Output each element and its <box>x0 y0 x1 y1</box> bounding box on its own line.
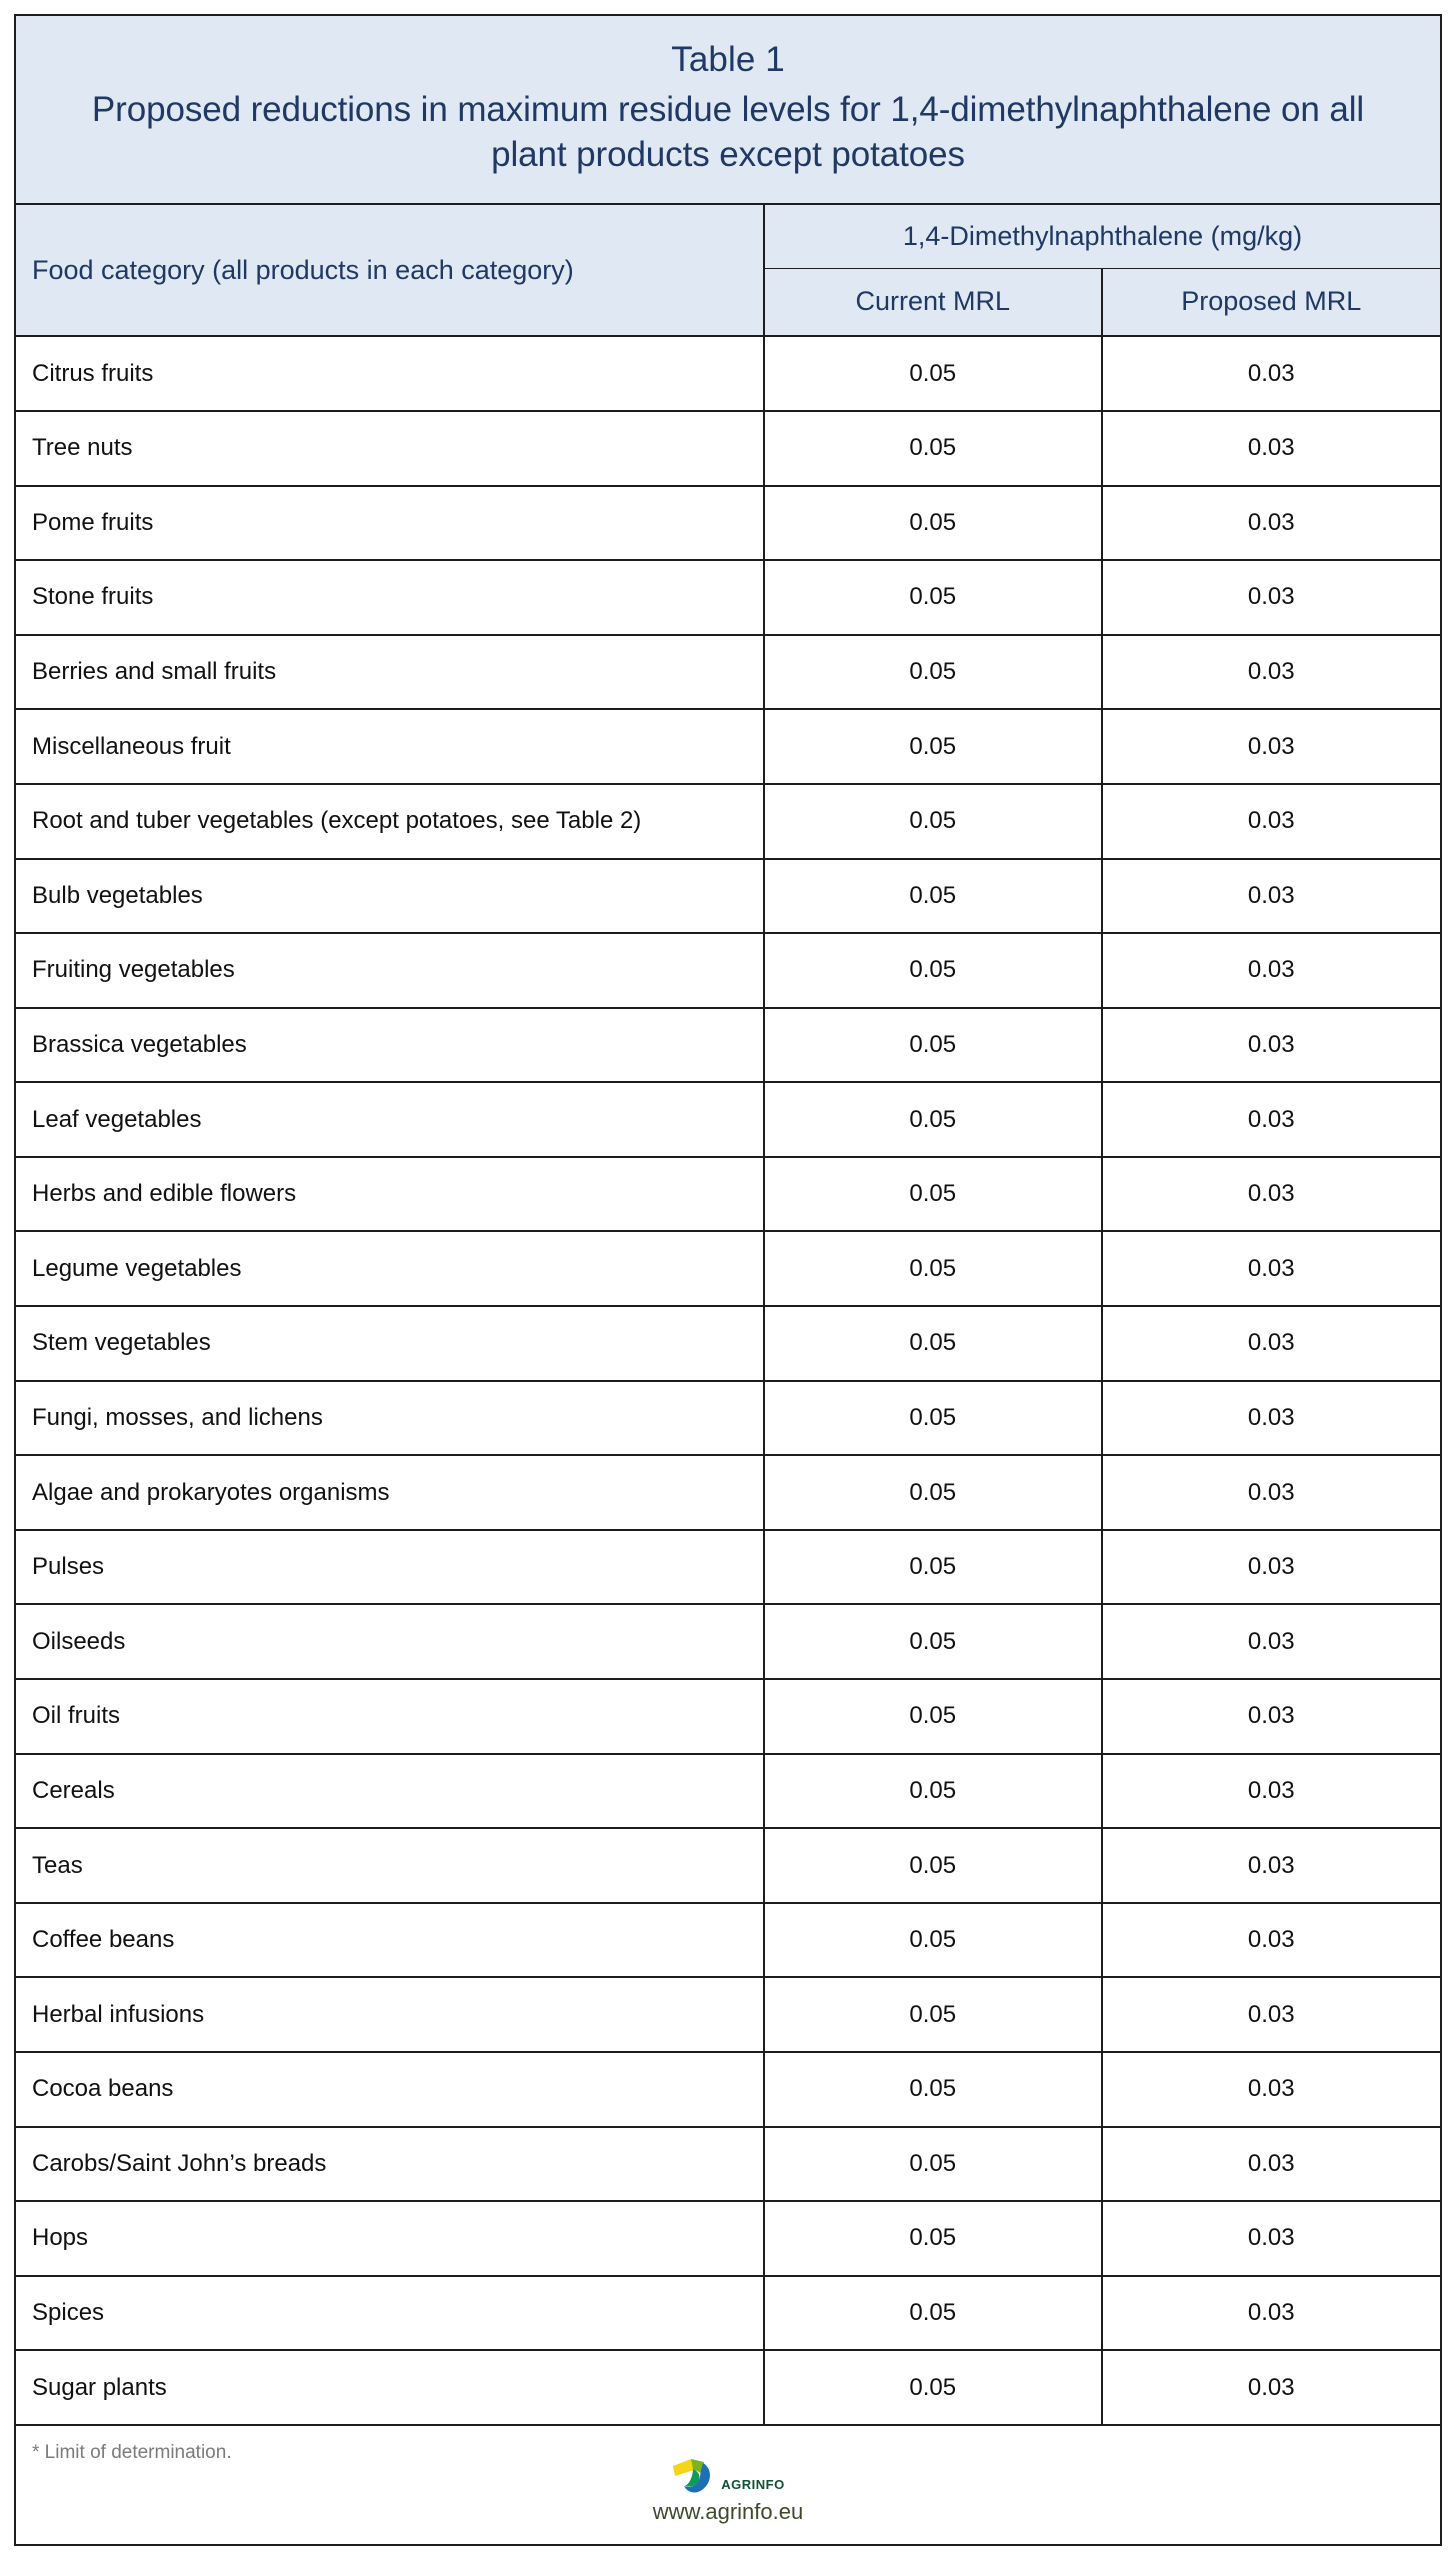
cell-proposed-mrl: 0.03 <box>1247 807 1295 835</box>
cell-current-mrl: 0.05 <box>765 1531 1102 1604</box>
table-row <box>16 934 1440 1009</box>
cell-current-mrl: 0.05 <box>765 1382 1102 1455</box>
header-cell-compound: 1,4-Dimethylnaphthalene (mg/kg) <box>765 205 1440 269</box>
header-cell-current-mrl: Current MRL <box>765 269 1102 335</box>
table-row <box>16 1083 1440 1158</box>
cell-proposed-mrl: 0.03 <box>1247 1180 1295 1208</box>
cell-proposed-mrl: 0.03 <box>1247 881 1295 909</box>
cell-food-category: Legume vegetables <box>16 1232 765 1305</box>
header-cell-food-category: Food category (all products in each category) <box>16 205 765 335</box>
cell-food-category: Herbal infusions <box>16 1978 765 2051</box>
cell-proposed-mrl: 0.03 <box>1247 2373 1295 2401</box>
cell-food-category: Spices <box>16 2277 765 2350</box>
cell-current-mrl: 0.05 <box>765 2351 1102 2424</box>
table-row <box>16 1605 1440 1680</box>
footnote-text: * Limit of determination. <box>32 2442 232 2463</box>
cell-current-mrl: 0.05 <box>765 1755 1102 1828</box>
table-row <box>16 1755 1440 1830</box>
cell-proposed-mrl: 0.03 <box>1247 1254 1295 1282</box>
table-body <box>16 337 1440 2426</box>
table-row <box>16 1531 1440 1606</box>
cell-current-mrl: 0.05 <box>765 710 1102 783</box>
table-row <box>16 1232 1440 1307</box>
table-row <box>16 1382 1440 1457</box>
cell-food-category: Oil fruits <box>16 1680 765 1753</box>
table-row <box>16 1904 1440 1979</box>
cell-current-mrl: 0.05 <box>765 487 1102 560</box>
cell-food-category: Leaf vegetables <box>16 1083 765 1156</box>
table-title-block <box>16 16 1440 205</box>
cell-proposed-mrl: 0.03 <box>1247 1702 1295 1730</box>
cell-food-category: Miscellaneous fruit <box>16 710 765 783</box>
cell-current-mrl: 0.05 <box>765 1456 1102 1529</box>
cell-proposed-mrl: 0.03 <box>1247 434 1295 462</box>
cell-current-mrl: 0.05 <box>765 1158 1102 1231</box>
cell-proposed-mrl: 0.03 <box>1247 2149 1295 2177</box>
cell-proposed-mrl: 0.03 <box>1247 583 1295 611</box>
cell-current-mrl: 0.05 <box>765 1829 1102 1902</box>
cell-proposed-mrl: 0.03 <box>1247 1926 1295 1954</box>
cell-food-category: Carobs/Saint John’s breads <box>16 2128 765 2201</box>
header-cell-proposed-mrl: Proposed MRL <box>1103 269 1440 335</box>
cell-proposed-mrl: 0.03 <box>1247 508 1295 536</box>
table-footer <box>16 2426 1440 2544</box>
table-row <box>16 2053 1440 2128</box>
table-row <box>16 1829 1440 1904</box>
cell-food-category: Citrus fruits <box>16 337 765 410</box>
cell-current-mrl: 0.05 <box>765 2053 1102 2126</box>
table-row <box>16 2351 1440 2426</box>
table-row <box>16 1307 1440 1382</box>
cell-proposed-mrl: 0.03 <box>1247 1627 1295 1655</box>
table-row <box>16 1158 1440 1233</box>
cell-food-category: Fruiting vegetables <box>16 934 765 1007</box>
table-row <box>16 1456 1440 1531</box>
table-row <box>16 1009 1440 1084</box>
cell-proposed-mrl: 0.03 <box>1247 1776 1295 1804</box>
cell-proposed-mrl: 0.03 <box>1247 1329 1295 1357</box>
cell-current-mrl: 0.05 <box>765 1009 1102 1082</box>
cell-proposed-mrl: 0.03 <box>1247 956 1295 984</box>
cell-food-category: Berries and small fruits <box>16 636 765 709</box>
header-subrow <box>765 269 1440 335</box>
brand-block <box>16 2458 1440 2525</box>
cell-current-mrl: 0.05 <box>765 1307 1102 1380</box>
table-row <box>16 710 1440 785</box>
table-header <box>16 205 1440 337</box>
cell-current-mrl: 0.05 <box>765 2277 1102 2350</box>
cell-proposed-mrl: 0.03 <box>1247 1553 1295 1581</box>
cell-food-category: Cocoa beans <box>16 2053 765 2126</box>
cell-proposed-mrl: 0.03 <box>1247 1478 1295 1506</box>
table-row <box>16 1680 1440 1755</box>
mrl-table <box>14 14 1442 2546</box>
cell-proposed-mrl: 0.03 <box>1247 732 1295 760</box>
cell-current-mrl: 0.05 <box>765 1978 1102 2051</box>
cell-proposed-mrl: 0.03 <box>1247 2299 1295 2327</box>
cell-proposed-mrl: 0.03 <box>1247 2075 1295 2103</box>
cell-food-category: Pulses <box>16 1531 765 1604</box>
header-group-compound <box>765 205 1440 335</box>
cell-current-mrl: 0.05 <box>765 412 1102 485</box>
cell-food-category: Algae and prokaryotes organisms <box>16 1456 765 1529</box>
table-header-row <box>16 205 1440 335</box>
table-row <box>16 1978 1440 2053</box>
cell-proposed-mrl: 0.03 <box>1247 1030 1295 1058</box>
cell-food-category: Cereals <box>16 1755 765 1828</box>
cell-proposed-mrl: 0.03 <box>1247 1851 1295 1879</box>
table-row <box>16 785 1440 860</box>
cell-proposed-mrl: 0.03 <box>1247 658 1295 686</box>
cell-proposed-mrl: 0.03 <box>1247 1403 1295 1431</box>
cell-current-mrl: 0.05 <box>765 1083 1102 1156</box>
cell-proposed-mrl: 0.03 <box>1247 2000 1295 2028</box>
cell-food-category: Pome fruits <box>16 487 765 560</box>
cell-food-category: Coffee beans <box>16 1904 765 1977</box>
cell-food-category: Tree nuts <box>16 412 765 485</box>
cell-current-mrl: 0.05 <box>765 561 1102 634</box>
cell-food-category: Hops <box>16 2202 765 2275</box>
table-title-description: Proposed reductions in maximum residue levels for 1,4-dimethylnaphthalene on all plant products except potatoes <box>91 89 1365 174</box>
cell-food-category: Bulb vegetables <box>16 860 765 933</box>
cell-current-mrl: 0.05 <box>765 860 1102 933</box>
cell-current-mrl: 0.05 <box>765 1232 1102 1305</box>
table-row <box>16 487 1440 562</box>
table-row <box>16 337 1440 412</box>
cell-food-category: Teas <box>16 1829 765 1902</box>
table-row <box>16 2128 1440 2203</box>
cell-current-mrl: 0.05 <box>765 1605 1102 1678</box>
cell-proposed-mrl: 0.03 <box>1247 359 1295 387</box>
cell-food-category: Sugar plants <box>16 2351 765 2424</box>
cell-current-mrl: 0.05 <box>765 1680 1102 1753</box>
cell-current-mrl: 0.05 <box>765 1904 1102 1977</box>
table-row <box>16 636 1440 711</box>
table-row <box>16 860 1440 935</box>
cell-current-mrl: 0.05 <box>765 934 1102 1007</box>
cell-current-mrl: 0.05 <box>765 337 1102 410</box>
cell-food-category: Stem vegetables <box>16 1307 765 1380</box>
agrinfo-bird-icon <box>671 2456 717 2496</box>
agrinfo-logo <box>671 2458 784 2496</box>
cell-current-mrl: 0.05 <box>765 785 1102 858</box>
cell-proposed-mrl: 0.03 <box>1247 1105 1295 1133</box>
cell-current-mrl: 0.05 <box>765 2202 1102 2275</box>
cell-current-mrl: 0.05 <box>765 636 1102 709</box>
table-number-label: Table 1 <box>671 40 785 79</box>
cell-food-category: Root and tuber vegetables (except potatoes, see Table 2) <box>16 785 765 858</box>
table-row <box>16 412 1440 487</box>
cell-current-mrl: 0.05 <box>765 2128 1102 2201</box>
table-row <box>16 561 1440 636</box>
cell-food-category: Oilseeds <box>16 1605 765 1678</box>
cell-food-category: Herbs and edible flowers <box>16 1158 765 1231</box>
cell-proposed-mrl: 0.03 <box>1247 2224 1295 2252</box>
cell-food-category: Brassica vegetables <box>16 1009 765 1082</box>
cell-food-category: Stone fruits <box>16 561 765 634</box>
table-row <box>16 2277 1440 2352</box>
table-row <box>16 2202 1440 2277</box>
brand-name-label: AGRINFO <box>721 2477 785 2492</box>
brand-url-label: www.agrinfo.eu <box>652 2499 804 2524</box>
cell-food-category: Fungi, mosses, and lichens <box>16 1382 765 1455</box>
